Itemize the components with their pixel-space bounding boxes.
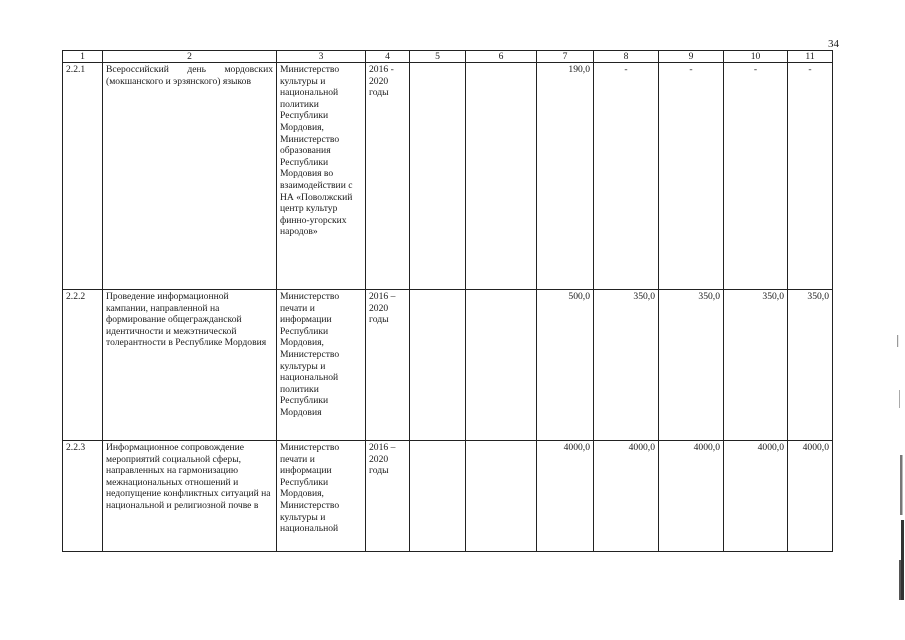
row-col6: [466, 441, 537, 552]
row-col7: 4000,0: [537, 441, 594, 552]
col-header: 6: [466, 51, 537, 63]
col-header: 2: [103, 51, 277, 63]
row-col11: -: [788, 63, 833, 290]
scan-shadow-edge: [891, 0, 905, 640]
row-event: Проведение информационной кампании, направленной на формирование общегражданской идентичности и межэтнической толерантности в Республике Мордовия: [103, 290, 277, 441]
col-header: 10: [724, 51, 788, 63]
row-executors: Министерство печати и информации Республики Мордовия, Министерство культуры и национальной: [277, 441, 366, 552]
row-col9: 4000,0: [659, 441, 724, 552]
row-col10: 4000,0: [724, 441, 788, 552]
row-years: 2016 – 2020 годы: [366, 290, 410, 441]
row-col11: 4000,0: [788, 441, 833, 552]
table-row: [63, 290, 833, 441]
row-col10: -: [724, 63, 788, 290]
table-row: [63, 63, 833, 290]
row-years: 2016 – 2020 годы: [366, 441, 410, 552]
row-executors: Министерство печати и информации Республики Мордовия, Министерство культуры и национальной политики Республики Мордовия: [277, 290, 366, 441]
row-code: 2.2.2: [63, 290, 103, 441]
row-col6: [466, 290, 537, 441]
row-col8: -: [594, 63, 659, 290]
row-col5: [410, 441, 466, 552]
col-header: 11: [788, 51, 833, 63]
col-header: 4: [366, 51, 410, 63]
row-col6: [466, 63, 537, 290]
col-header: 5: [410, 51, 466, 63]
row-event: Информационное сопровождение мероприятий социальной сферы, направленных на гармонизацию межнациональных отношений и недопущение конфликтных ситуаций на национальной и религиозной почве в: [103, 441, 277, 552]
row-col5: [410, 63, 466, 290]
row-code: 2.2.3: [63, 441, 103, 552]
program-table: [62, 50, 833, 552]
table-row: [63, 441, 833, 552]
row-years: 2016 - 2020 годы: [366, 63, 410, 290]
col-header: 9: [659, 51, 724, 63]
header-row: [63, 51, 833, 63]
row-col7: 500,0: [537, 290, 594, 441]
col-header: 3: [277, 51, 366, 63]
row-code: 2.2.1: [63, 63, 103, 290]
row-executors: Министерство культуры и национальной политики Республики Мордовия, Министерство образования Республики Мордовия во взаимодействии с НА «Поволжский центр культур финно-угорских народов»: [277, 63, 366, 290]
row-col10: 350,0: [724, 290, 788, 441]
col-header: 8: [594, 51, 659, 63]
row-event: Всероссийский день мордовских (мокшанского и эрзянского) языков: [103, 63, 277, 290]
row-col8: 350,0: [594, 290, 659, 441]
col-header: 1: [63, 51, 103, 63]
row-col9: 350,0: [659, 290, 724, 441]
row-col7: 190,0: [537, 63, 594, 290]
page-number: 34: [828, 38, 839, 50]
col-header: 7: [537, 51, 594, 63]
row-col5: [410, 290, 466, 441]
row-col8: 4000,0: [594, 441, 659, 552]
row-col11: 350,0: [788, 290, 833, 441]
row-col9: -: [659, 63, 724, 290]
